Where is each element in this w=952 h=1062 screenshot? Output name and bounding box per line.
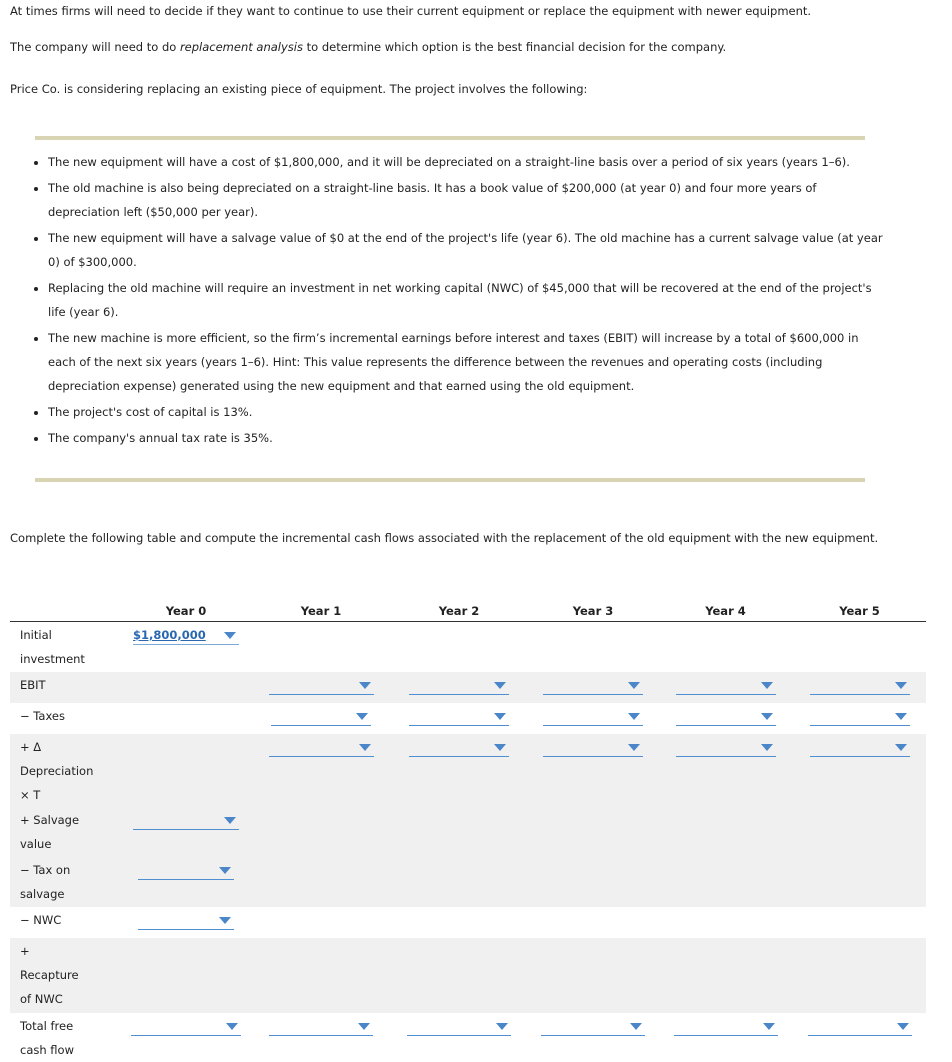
dropdown-caret-icon xyxy=(494,713,506,720)
cash-flow-cell xyxy=(793,907,926,938)
answer-dropdown[interactable] xyxy=(409,676,509,695)
cash-flow-cell xyxy=(658,672,793,703)
cash-flow-cell xyxy=(658,907,793,938)
answer-dropdown[interactable] xyxy=(409,738,509,757)
dropdown-caret-icon xyxy=(628,682,640,689)
bullet-item: • The old machine is also being depreciated on a straight-line basis. It has a book value of $200,000 (at year 0) and four more years of depreciation left ($50,000 per year). xyxy=(48,176,888,224)
cash-flow-cell xyxy=(252,622,390,672)
table-row xyxy=(10,672,926,703)
column-header xyxy=(10,600,120,622)
selected-value: $1,800,000 xyxy=(133,628,206,642)
answer-dropdown[interactable] xyxy=(138,861,234,880)
dropdown-caret-icon xyxy=(356,713,368,720)
cash-flow-cell xyxy=(658,857,793,907)
cash-flow-cell xyxy=(390,807,528,857)
dropdown-caret-icon xyxy=(358,1023,370,1030)
cash-flow-cell xyxy=(252,1013,390,1062)
cash-flow-cell xyxy=(528,672,658,703)
bullet-item: • The new machine is more efficient, so the firm’s incremental earnings before interest and taxes (EBIT) will increase by a total of $600,000 in each of the next six years (years 1–6). Hint: This value represents the difference between the revenues and operating costs (including depreciation expense) generated using the new equipment and that earned using the old equipment. xyxy=(48,326,888,398)
project-details-list xyxy=(30,150,888,452)
table-row xyxy=(10,907,926,938)
cash-flow-cell xyxy=(120,907,252,938)
row-label-cell xyxy=(10,938,120,1013)
cash-flow-cell xyxy=(658,734,793,807)
bullet-item: • Replacing the old machine will require an investment in net working capital (NWC) of $45,000 that will be recovered at the end of the project's life (year 6). xyxy=(48,276,888,324)
cash-flow-cell xyxy=(120,622,252,672)
cash-flow-cell xyxy=(658,622,793,672)
cash-flow-cell xyxy=(252,938,390,1013)
answer-dropdown[interactable] xyxy=(676,676,776,695)
cash-flow-cell xyxy=(120,734,252,807)
intro-line-2-post: to determine which option is the best financial decision for the company. xyxy=(302,40,727,54)
row-label-cell xyxy=(10,1013,120,1062)
table-row xyxy=(10,938,926,1013)
cash-flow-cell xyxy=(120,857,252,907)
dropdown-caret-icon xyxy=(494,744,506,751)
dropdown-caret-icon xyxy=(895,682,907,689)
row-label: + Recapture of NWC xyxy=(20,943,79,1006)
column-header: Year 4 xyxy=(658,600,793,622)
answer-dropdown[interactable] xyxy=(810,707,910,726)
column-header: Year 0 xyxy=(120,600,252,622)
answer-dropdown[interactable] xyxy=(541,1017,645,1036)
cash-flow-cell xyxy=(658,703,793,734)
row-label-cell xyxy=(10,672,120,703)
row-label-cell xyxy=(10,703,120,734)
cash-flow-cell xyxy=(252,734,390,807)
dropdown-caret-icon xyxy=(761,682,773,689)
cash-flow-table xyxy=(10,600,926,1062)
row-label: Initial investment xyxy=(20,628,85,666)
dropdown-caret-icon xyxy=(630,1023,642,1030)
cash-flow-cell xyxy=(390,857,528,907)
answer-dropdown[interactable] xyxy=(676,738,776,757)
row-label-cell xyxy=(10,907,120,938)
dropdown-caret-icon xyxy=(496,1023,508,1030)
table-row xyxy=(10,857,926,907)
answer-dropdown[interactable] xyxy=(543,707,643,726)
table-header-row xyxy=(10,600,926,622)
top-divider xyxy=(35,136,865,140)
cash-flow-cell xyxy=(120,938,252,1013)
dropdown-caret-icon xyxy=(219,867,231,874)
row-label: EBIT xyxy=(20,677,46,692)
dropdown-caret-icon xyxy=(224,632,236,639)
cash-flow-cell xyxy=(528,1013,658,1062)
cash-flow-cell xyxy=(390,1013,528,1062)
cash-flow-cell xyxy=(120,1013,252,1062)
cash-flow-cell xyxy=(390,622,528,672)
cash-flow-cell xyxy=(793,938,926,1013)
answer-dropdown[interactable] xyxy=(676,707,776,726)
dropdown-caret-icon xyxy=(226,1023,238,1030)
cash-flow-cell xyxy=(528,622,658,672)
dropdown-caret-icon xyxy=(359,744,371,751)
cash-flow-cell xyxy=(528,857,658,907)
cash-flow-cell xyxy=(390,734,528,807)
row-label: − Tax on salvage xyxy=(20,862,71,901)
bullet-item: • The project's cost of capital is 13%. xyxy=(48,400,888,424)
row-label: − NWC xyxy=(20,912,62,927)
cash-flow-cell xyxy=(528,734,658,807)
answer-dropdown[interactable] xyxy=(674,1017,778,1036)
row-label: + Salvage value xyxy=(20,812,80,851)
answer-dropdown[interactable] xyxy=(133,811,239,830)
intro-line-1: At times firms will need to decide if they want to continue to use their current equipment or replace the equipment with newer equipment. xyxy=(10,4,812,18)
dropdown-caret-icon xyxy=(895,744,907,751)
cash-flow-cell xyxy=(793,672,926,703)
cash-flow-cell xyxy=(793,734,926,807)
cash-flow-cell xyxy=(252,857,390,907)
dropdown-caret-icon xyxy=(359,682,371,689)
answer-dropdown[interactable] xyxy=(271,707,371,726)
cash-flow-cell xyxy=(252,807,390,857)
bullet-item: • The new equipment will have a salvage value of $0 at the end of the project's life (year 6). The old machine has a current salvage value (at year 0) of $300,000. xyxy=(48,226,888,274)
bullet-item: • The new equipment will have a cost of $1,800,000, and it will be depreciated on a straight-line basis over a period of six years (years 1–6). xyxy=(48,150,888,174)
intro-line-3: Price Co. is considering replacing an existing piece of equipment. The project involves the following: xyxy=(10,82,588,96)
column-header: Year 5 xyxy=(793,600,926,622)
answer-dropdown[interactable] xyxy=(810,738,910,757)
cash-flow-cell xyxy=(120,807,252,857)
cash-flow-cell xyxy=(390,703,528,734)
row-label: Total free cash flow xyxy=(20,1018,74,1057)
answer-dropdown[interactable] xyxy=(543,676,643,695)
answer-dropdown[interactable] xyxy=(409,707,509,726)
cash-flow-cell xyxy=(528,907,658,938)
answer-dropdown[interactable] xyxy=(808,1017,912,1036)
cash-flow-cell xyxy=(528,938,658,1013)
answer-dropdown[interactable] xyxy=(810,676,910,695)
cash-flow-cell xyxy=(658,807,793,857)
cash-flow-cell xyxy=(793,1013,926,1062)
column-header: Year 3 xyxy=(528,600,658,622)
intro-line-2 xyxy=(10,40,726,54)
dropdown-caret-icon xyxy=(494,682,506,689)
answer-dropdown[interactable] xyxy=(269,676,374,695)
table-row xyxy=(10,807,926,857)
table-row xyxy=(10,703,926,734)
selected-value-dropdown[interactable] xyxy=(133,626,239,645)
answer-dropdown[interactable] xyxy=(543,738,643,757)
answer-dropdown[interactable] xyxy=(138,911,234,930)
dropdown-caret-icon xyxy=(761,744,773,751)
cash-flow-cell xyxy=(252,703,390,734)
cash-flow-cell xyxy=(390,672,528,703)
cash-flow-cell xyxy=(120,703,252,734)
intro-line-2-emphasis: replacement analysis xyxy=(179,40,303,54)
dropdown-caret-icon xyxy=(219,917,231,924)
row-label-cell xyxy=(10,807,120,857)
dropdown-caret-icon xyxy=(763,1023,775,1030)
table-row xyxy=(10,622,926,672)
dropdown-caret-icon xyxy=(224,817,236,824)
table-row xyxy=(10,734,926,807)
row-label-cell xyxy=(10,622,120,672)
bullet-item: • The company's annual tax rate is 35%. xyxy=(48,426,888,450)
cash-flow-cell xyxy=(793,807,926,857)
row-label: + Δ Depreciation × T xyxy=(20,739,94,802)
dropdown-caret-icon xyxy=(897,1023,909,1030)
row-label-cell xyxy=(10,734,120,807)
dropdown-caret-icon xyxy=(761,713,773,720)
cash-flow-cell xyxy=(658,938,793,1013)
dropdown-caret-icon xyxy=(628,744,640,751)
dropdown-caret-icon xyxy=(895,713,907,720)
column-header: Year 1 xyxy=(252,600,390,622)
column-header: Year 2 xyxy=(390,600,528,622)
answer-dropdown[interactable] xyxy=(407,1017,511,1036)
answer-dropdown[interactable] xyxy=(131,1017,241,1036)
dropdown-caret-icon xyxy=(628,713,640,720)
cash-flow-cell xyxy=(390,938,528,1013)
cash-flow-cell xyxy=(120,672,252,703)
cash-flow-cell xyxy=(793,857,926,907)
cash-flow-cell xyxy=(658,1013,793,1062)
intro-line-2-pre: The company will need to do xyxy=(10,40,180,54)
cash-flow-cell xyxy=(390,907,528,938)
cash-flow-cell xyxy=(528,703,658,734)
cash-flow-cell xyxy=(793,622,926,672)
table-row xyxy=(10,1013,926,1062)
cash-flow-cell xyxy=(252,672,390,703)
cash-flow-cell xyxy=(528,807,658,857)
answer-dropdown[interactable] xyxy=(269,1017,373,1036)
row-label: − Taxes xyxy=(20,708,65,723)
cash-flow-cell xyxy=(793,703,926,734)
answer-dropdown[interactable] xyxy=(269,738,374,757)
cash-flow-cell xyxy=(252,907,390,938)
row-label-cell xyxy=(10,857,120,907)
instruction-text: Complete the following table and compute the incremental cash flows associated with the replacement of the old equipment with the new equipment. xyxy=(10,531,879,545)
bottom-divider xyxy=(35,478,865,482)
